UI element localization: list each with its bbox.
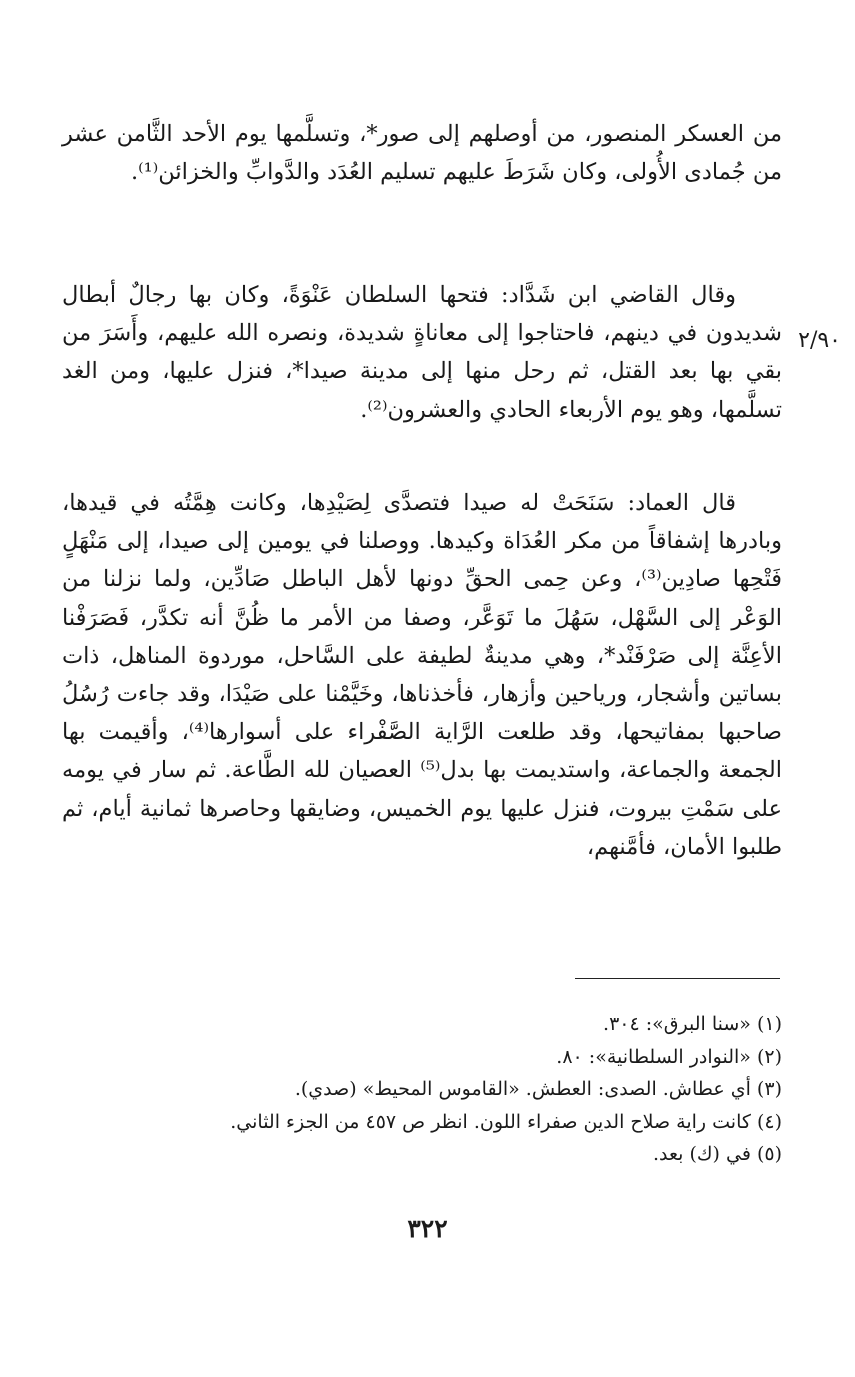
footnote-2: (٢) «النوادر السلطانية»: ٨٠. <box>556 1045 782 1068</box>
footnote-4: (٤) كانت راية صلاح الدين صفراء اللون. انظر ص ٤٥٧ من الجزء الثاني. <box>230 1110 782 1133</box>
footnote-1: (١) «سنا البرق»: ٣٠٤. <box>603 1013 782 1035</box>
paragraph-text: وقال القاضي ابن شَدَّاد: فتحها السلطان عَنْوَةً، وكان بها رجالٌ أبطال شديدون في دينهم، فاحتاجوا إلى معاناةٍ شديدة، ونصره الله عليهم، وأَسَرَ من بقي بها بعد القتل، ثم رحل منها إلى مدينة صيدا*، فنزل عليها، ومن الغد تسلَّمها، وهو يوم الأربعاء الحادي والعشرون⁽²⁾. <box>62 282 782 423</box>
footnotes <box>62 1008 782 1171</box>
paragraph-text: قال العماد: سَنَحَتْ له صيدا فتصدَّى لِصَيْدِها، وكانت هِمَّتُه في قيدها، وبادرها إشفاقاً من مكر العُدَاة وكيدها. ووصلنا في يومين إلى صيدا، إلى مَنْهَلٍ فَتْحِها صادِين⁽³⁾، وعن حِمى الحقِّ دونها لأهل الباطل صَادِّين، ولما نزلنا من الوَعْر إلى السَّهْل، سَهُلَ ما تَوَعَّر، وصفا من الأمر ما ظُنَّ أنه تكدَّر، فَصَرَفْنا الأعِنَّة إلى صَرْفَنْد*، وهي مدينةٌ لطيفة على السَّاحل، موردوة المناهل، ذات بساتين وأشجار، ورياحين وأزهار، فأخذناها، وخَيَّمْنا على صَيْدَا، وقد جاءت رُسُلُ صاحبها بمفاتيحها، وقد طلعت الرَّاية الصَّفْراء على أسوارها⁽⁴⁾، وأقيمت بها الجمعة والجماعة، واستديمت بها بدل⁽⁵⁾ العصيان لله الطَّاعة. ثم سار في يومه على سَمْتِ بيروت، فنزل عليها يوم الخميس، وضايقها وحاصرها ثمانية أيام، ثم طلبوا الأمان، فأمَّنهم، <box>62 490 782 860</box>
margin-volume-page-reference: ٢/٩٠ <box>798 328 841 353</box>
paragraph-3 <box>62 484 782 866</box>
footnote-3: (٣) أي عطاش. الصدى: العطش. «القاموس المحيط» (صدي). <box>294 1078 782 1100</box>
page-number: ٣٢٢ <box>407 1214 448 1243</box>
paragraph-text: من العسكر المنصور، من أوصلهم إلى صور*، وتسلَّمها يوم الأحد الثَّامن عشر من جُمادى الأُولى، وكان شَرَطَ عليهم تسليم العُدَد والدَّوابِّ والخزائن⁽¹⁾. <box>62 121 782 186</box>
paragraph-1 <box>62 115 782 191</box>
paragraph-2 <box>62 276 782 429</box>
footnote-divider <box>575 978 780 979</box>
footnote-5: (٥) في (ك) بعد. <box>652 1143 782 1165</box>
